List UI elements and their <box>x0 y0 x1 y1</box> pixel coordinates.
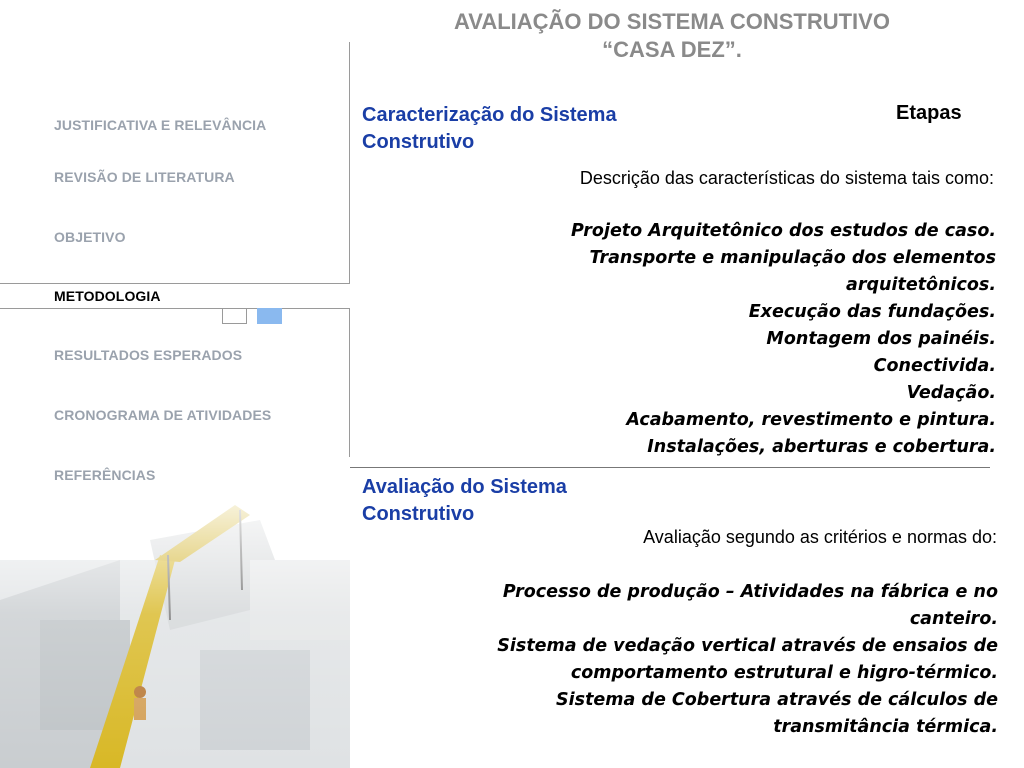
etapas-label: Etapas <box>896 102 962 124</box>
section2-title <box>362 474 567 528</box>
list-item: transmitância térmica. <box>773 717 998 737</box>
section1-list <box>571 218 996 461</box>
previous-slide-button[interactable] <box>222 308 247 324</box>
sidebar-item-revisao[interactable]: REVISÃO DE LITERATURA <box>54 169 235 185</box>
sidebar-item-justificativa[interactable]: JUSTIFICATIVA E RELEVÂNCIA <box>54 117 267 133</box>
section-divider <box>350 467 990 468</box>
construction-crane-photo <box>0 0 350 768</box>
section1-intro: Descrição das características do sistema tais como: <box>579 168 994 188</box>
list-item: Projeto Arquitetônico dos estudos de caso. <box>571 221 996 241</box>
sidebar-item-resultados[interactable]: RESULTADOS ESPERADOS <box>54 347 243 363</box>
section2-intro: Avaliação segundo as critérios e normas do: <box>643 527 997 547</box>
next-slide-button[interactable] <box>257 308 282 324</box>
list-item: Instalações, aberturas e cobertura. <box>647 437 996 457</box>
section2-list <box>497 579 998 741</box>
list-item: Execução das fundações. <box>748 302 996 322</box>
page-title-line2: “CASA DEZ”. <box>602 37 742 62</box>
list-item: comportamento estrutural e higro-térmico. <box>570 663 998 683</box>
section2-title-line1: Avaliação do Sistema <box>362 476 567 498</box>
list-item: Processo de produção – Atividades na fábrica e no <box>502 582 998 602</box>
section1-title <box>362 102 617 156</box>
list-item: Sistema de vedação vertical através de ensaios de <box>497 636 998 656</box>
sidebar-item-cronograma[interactable]: CRONOGRAMA DE ATIVIDADES <box>54 407 272 423</box>
page-title <box>350 8 994 64</box>
list-item: Conectivida. <box>873 356 996 376</box>
sidebar-item-objetivo[interactable]: OBJETIVO <box>54 229 126 245</box>
page-title-line1: AVALIAÇÃO DO SISTEMA CONSTRUTIVO <box>454 9 890 34</box>
list-item: canteiro. <box>909 609 998 629</box>
sidebar-item-referencias[interactable]: REFERÊNCIAS <box>54 467 156 483</box>
active-item-highlight <box>0 283 350 309</box>
list-item: Vedação. <box>906 383 996 403</box>
section1-title-line2: Construtivo <box>362 131 475 153</box>
section2-title-line2: Construtivo <box>362 503 475 525</box>
list-item: Acabamento, revestimento e pintura. <box>626 410 996 430</box>
list-item: Sistema de Cobertura através de cálculos de <box>556 690 998 710</box>
section1-title-line1: Caracterização do Sistema <box>362 104 617 126</box>
list-item: Montagem dos painéis. <box>766 329 996 349</box>
sidebar <box>0 0 350 768</box>
sidebar-item-metodologia[interactable]: METODOLOGIA <box>54 288 161 304</box>
list-item: arquitetônicos. <box>846 275 996 295</box>
sidebar-divider <box>349 42 350 457</box>
list-item: Transporte e manipulação dos elementos <box>589 248 996 268</box>
